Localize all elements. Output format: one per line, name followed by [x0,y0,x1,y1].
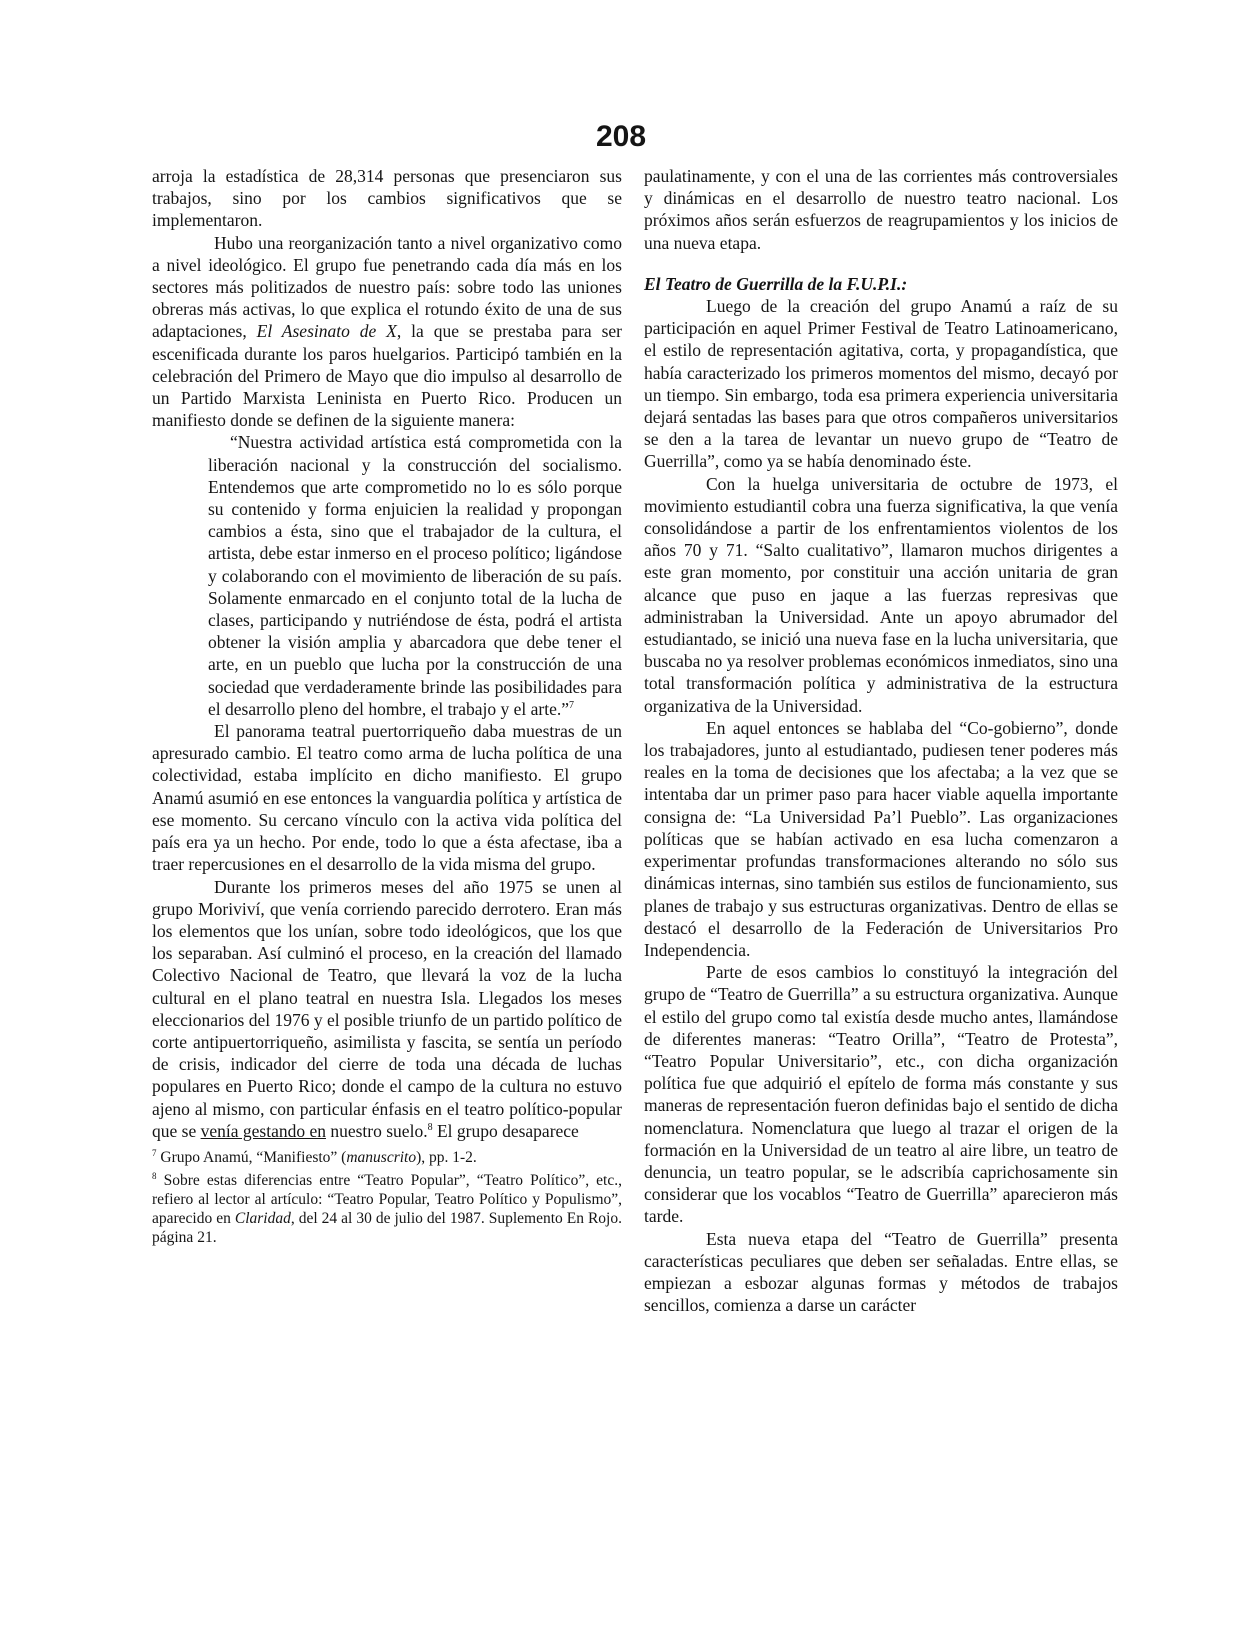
manifesto-quote [208,431,622,720]
footnote-text: ), pp. 1-2. [416,1148,477,1166]
paragraph-integracion: Parte de esos cambios lo constituyó la integración del grupo de “Teatro de Guerrilla” a su estructura organizativa. Aunque el estilo del grupo como tal existía desde mucho antes, llamándose de diferentes maneras: “Teatro Orilla”, “Teatro de Protesta”, “Teatro Popular Universitario”, etc., con dicha organización política fue que adquirió el epítelo de forma más constante y sus maneras de representación fueron definidas bajo el sentido de dicha nomenclatura. Nomenclatura que luego al trazar el origen de la formación en la Universidad de un teatro al aire libre, un teatro de denuncia, un teatro popular, se le adscribía caprichosamente sin considerar que los vocablos “Teatro de Guerrilla” aparecieron más tarde. [644,962,1118,1227]
footnote-mark: 7 [152,1147,157,1158]
footnote-ref-7: 7 [569,700,575,712]
footnote-7 [152,1144,622,1167]
left-column [152,165,622,1247]
paragraph-text: El grupo desaparece [432,1120,579,1141]
paragraph-text: Durante los primeros meses del año 1975 se unen al grupo Moriviví, que venía corriendo parecido derrotero. Eran más los elementos que los unían, sobre todo ideológicos, que los que los separaban. Así culminó el proceso, en la creación del llamado Colectivo Nacional de Teatro, que llevará la voz de la lucha cultural en el plano teatral en nuestra Isla. Llegados los meses eleccionarios del 1976 y el posible triunfo de un partido político de corte antipuertorriqueño, asimilista y fascita, se sentía un período de crisis, indicador del cierre de toda una década de luchas populares en Puerto Rico; donde el campo de la cultura no estuvo ajeno al mismo, con particular énfasis en el teatro político-popular que se [152,876,622,1141]
paragraph-panorama: El panorama teatral puertorriqueño daba muestras de un apresurado cambio. El teatro como arma de lucha política de una colectividad, estaba implícito en dicho manifiesto. El grupo Anamú asumió en ese entonces la vanguardia política y artística de ese momento. Su cercano vínculo con la activa vida política del país era ya un hecho. Por ende, todo lo que a ésta afectase, iba a traer repercusiones en el desarrollo de la vida misma del grupo. [152,721,622,875]
footnote-ref-8: 8 [427,1121,433,1133]
paragraph-anamu: Luego de la creación del grupo Anamú a raíz de su participación en aquel Primer Festival de Teatro Latinoamericano, el estilo de representación agitativa, corta, y propagandística, que había caracterizado los primeros momentos del mismo, decayó por un tiempo. Sin embargo, toda esa primera experiencia universitaria dejará sentadas las bases para que otros compañeros universitarios se den a la tarea de levantar un nuevo grupo de “Teatro de Guerrilla”, como ya se había denominado éste. [644,296,1118,472]
footnote-text: , del 24 al 30 de julio del 1987. Suplemento En Rojo. página 21. [152,1209,622,1246]
paragraph-continued: paulatinamente, y con el una de las corrientes más controversiales y dinámicas en el desarrollo de nuestro teatro nacional. Los próximos años serán esfuerzos de reagrupamientos y los inicios de una nueva etapa. [644,166,1118,253]
play-title: El Asesinato de X [256,321,397,342]
paragraph-text: nuestro suelo. [325,1120,428,1141]
paragraph-text: , la que se prestaba para ser escenificada durante los paros huelgarios. Participó también en la celebración del Primero de Mayo que dio impulso al desarrollo de un Partido Marxista Leninista en Puerto Rico. Producen un manifiesto donde se definen de la siguiente manera: [152,321,622,431]
footnote-italic: manuscrito [346,1148,417,1166]
footnote-italic: Claridad [234,1209,291,1227]
footnote-mark: 8 [152,1170,157,1181]
quote-text: “Nuestra actividad artística está comprometida con la liberación nacional y la construcción del socialismo. Entendemos que arte comprometido no lo es sólo porque su contenido y forma enjuicien la realidad y propongan cambios a ésta, sino que el trabajador de la cultura, el artista, debe estar inmerso en el proceso político; ligándose y colaborando con el movimiento de liberación de su país. Solamente enmarcado en el conjunto total de la lucha de clases, participando y nutriéndose de ésta, podrá el artista obtener la visión amplia y abarcadora que debe tener el arte, en un pueblo que lucha por la construcción de una sociedad que verdaderamente brinde las posibilidades para el desarrollo pleno del hombre, el trabajo y el arte.” [208,432,622,719]
underlined-text: venía gestando en [200,1120,326,1141]
footnote-8 [152,1167,622,1247]
footnote-text: Sobre estas diferencias entre “Teatro Popular”, “Teatro Político”, etc., refiero al lector al artículo: “Teatro Popular, Teatro Político y Populismo”, aparecido en [152,1171,622,1227]
paragraph-continued: arroja la estadística de 28,314 personas que presenciaron sus trabajos, sino por los cambios significativos que se implementaron. [152,166,622,231]
footnotes [152,1144,622,1247]
page-number: 208 [595,120,647,153]
section-heading: El Teatro de Guerrilla de la F.U.P.I.: [644,273,908,294]
right-column [644,165,1118,1316]
paragraph-reorganization [152,232,622,432]
paragraph-cogobierno: En aquel entonces se hablaba del “Co-gobierno”, donde los trabajadores, junto al estudiantado, pudiesen tener poderes más reales en la toma de decisiones que los afectaba; a la vez que se intentaba dar un primer paso para hacer viable aquella importante consigna de: “La Universidad Pa’l Pueblo”. Las organizaciones políticas que se habían activado en esa lucha comenzaron a experimentar profundas transformaciones alterando no sólo sus dinámicas internas, sino también sus estilos de funcionamiento, sus planes de trabajo y sus estructuras organizativas. Dentro de ellas se destacó el desarrollo de la Federación de Universitarios Pro Independencia. [644,717,1118,960]
paragraph-huelga: Con la huelga universitaria de octubre de 1973, el movimiento estudiantil cobra una fuerza significativa, la que venía consolidándose a partir de los enfrentamientos violentos de los años 70 y 71. “Salto cualitativo”, llamaron muchos dirigentes a este gran momento, por constituir una acción unitaria de gran alcance que puso en jaque a las fuerzas represivas que administraban la Universidad. Ante un apoyo abrumador del estudiantado, se inició una nueva fase en la lucha universitaria, que buscaba no ya resolver problemas económicos inmediatos, sino una total transformación política y administrativa de la estructura organizativa de la Universidad. [644,473,1118,716]
paragraph-nueva-etapa: Esta nueva etapa del “Teatro de Guerrilla” presenta características peculiares que deben ser señaladas. Entre ellas, se empiezan a esbozar algunas formas y métodos de trabajos sencillos, comienza a darse un carácter [644,1228,1118,1316]
paragraph-text: Hubo una reorganización tanto a nivel organizativo como a nivel ideológico. El grupo fue penetrando cada día más en los sectores más politizados de nuestro país: sobre todo las uniones obreras más activas, lo que explica el rotundo éxito de una de sus adaptaciones, [152,232,622,342]
footnote-text: Grupo Anamú, “Manifiesto” ( [156,1148,347,1166]
paragraph-1975 [152,876,622,1142]
